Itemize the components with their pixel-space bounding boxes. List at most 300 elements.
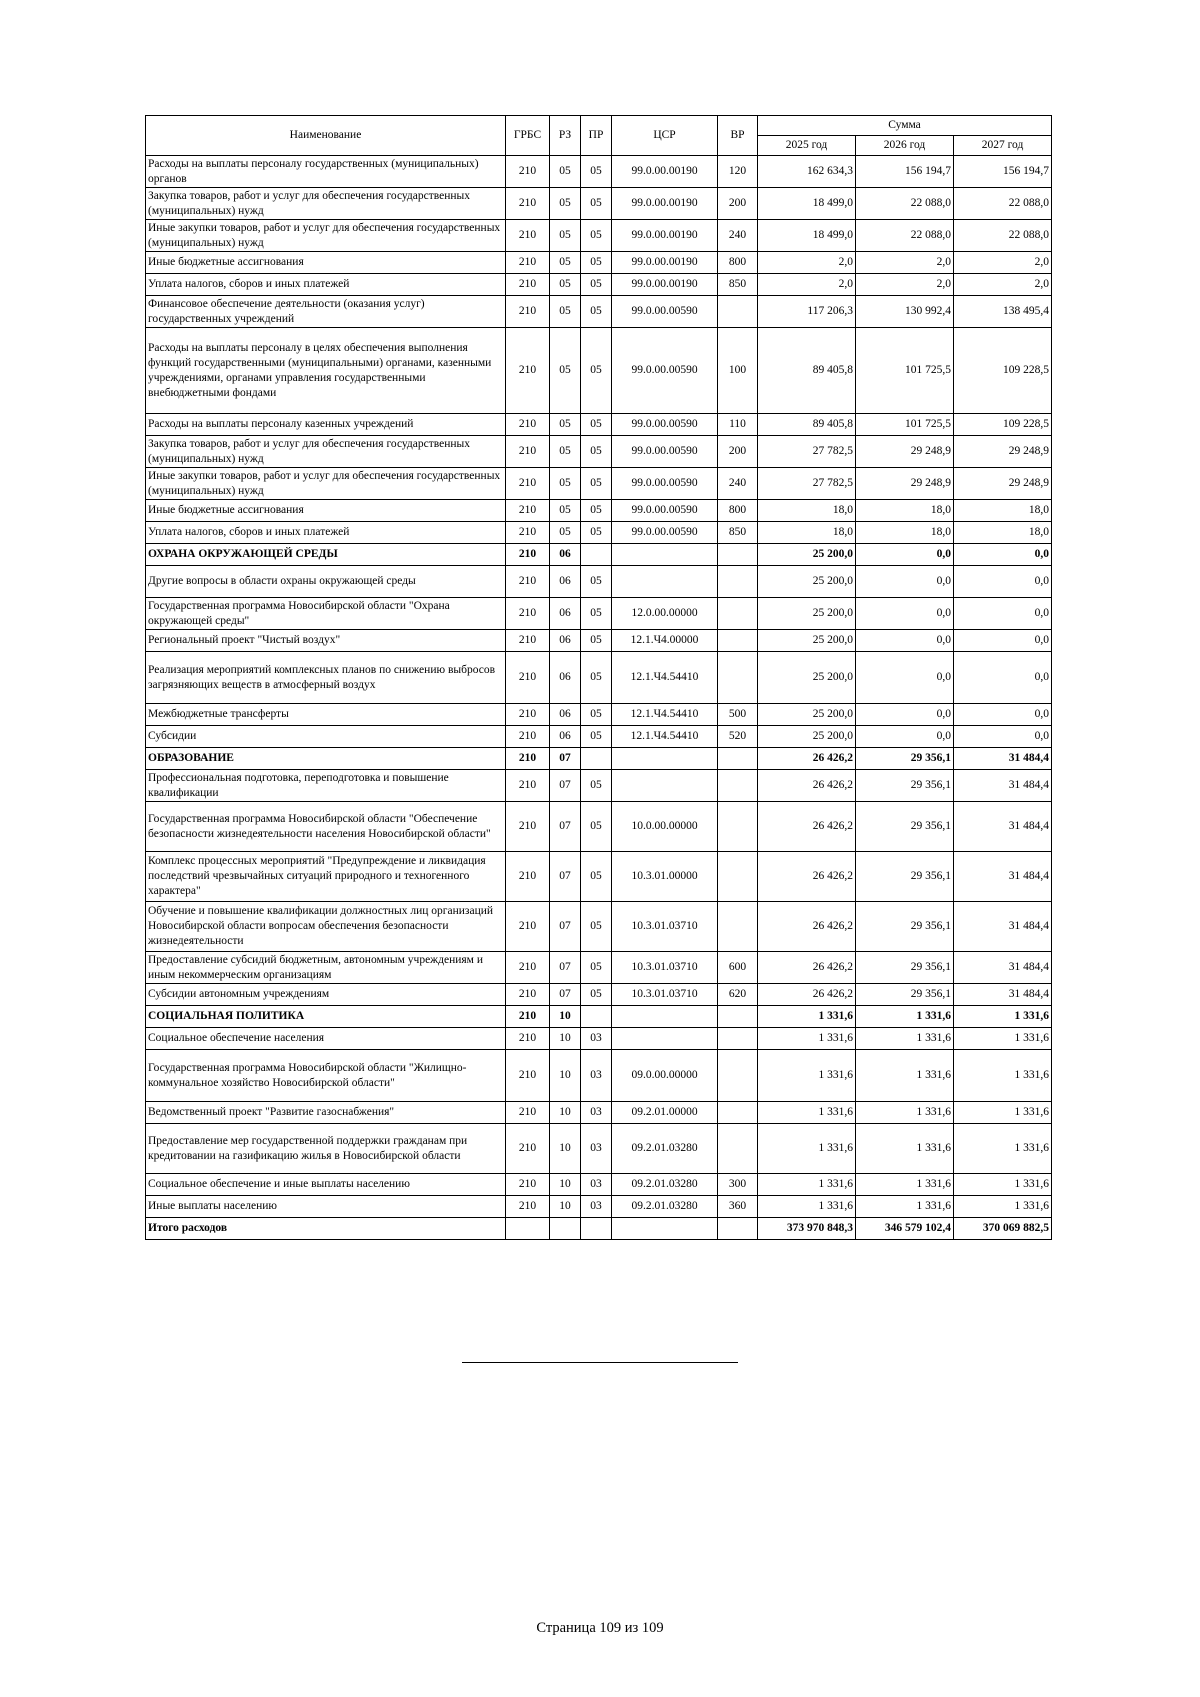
row-csr: 09.2.01.00000 xyxy=(612,1102,718,1124)
row-rz: 05 xyxy=(550,252,581,274)
row-rz: 06 xyxy=(550,704,581,726)
row-value-2026: 1 331,6 xyxy=(856,1102,954,1124)
row-value-2027: 31 484,4 xyxy=(954,984,1052,1006)
row-grbs: 210 xyxy=(506,984,550,1006)
total-2026: 346 579 102,4 xyxy=(856,1218,954,1240)
row-name: Государственная программа Новосибирской области "Охрана окружающей среды" xyxy=(146,598,506,630)
row-value-2025: 25 200,0 xyxy=(758,704,856,726)
row-value-2025: 26 426,2 xyxy=(758,984,856,1006)
table-header xyxy=(146,116,1052,156)
row-value-2027: 138 495,4 xyxy=(954,296,1052,328)
row-csr xyxy=(612,1028,718,1050)
row-pr: 05 xyxy=(581,220,612,252)
row-grbs: 210 xyxy=(506,952,550,984)
table-row xyxy=(146,984,1052,1006)
row-rz: 07 xyxy=(550,802,581,852)
header-csr: ЦСР xyxy=(612,116,718,156)
table-row xyxy=(146,436,1052,468)
row-grbs: 210 xyxy=(506,1050,550,1102)
row-csr: 99.0.00.00590 xyxy=(612,414,718,436)
row-value-2027: 22 088,0 xyxy=(954,188,1052,220)
row-value-2027: 1 331,6 xyxy=(954,1006,1052,1028)
row-pr xyxy=(581,748,612,770)
row-name: Социальное обеспечение и иные выплаты населению xyxy=(146,1174,506,1196)
row-pr: 05 xyxy=(581,468,612,500)
row-pr: 05 xyxy=(581,984,612,1006)
row-value-2027: 156 194,7 xyxy=(954,156,1052,188)
row-name: Закупка товаров, работ и услуг для обеспечения государственных (муниципальных) нужд xyxy=(146,436,506,468)
row-grbs: 210 xyxy=(506,852,550,902)
row-value-2025: 25 200,0 xyxy=(758,630,856,652)
table-row xyxy=(146,1196,1052,1218)
row-grbs: 210 xyxy=(506,156,550,188)
row-rz: 07 xyxy=(550,952,581,984)
row-rz: 10 xyxy=(550,1006,581,1028)
row-value-2027: 1 331,6 xyxy=(954,1174,1052,1196)
row-pr: 03 xyxy=(581,1124,612,1174)
budget-table xyxy=(145,115,1052,1240)
row-rz: 05 xyxy=(550,188,581,220)
row-value-2027: 1 331,6 xyxy=(954,1050,1052,1102)
row-grbs: 210 xyxy=(506,704,550,726)
row-value-2025: 27 782,5 xyxy=(758,468,856,500)
row-name: Иные бюджетные ассигнования xyxy=(146,500,506,522)
row-value-2026: 29 248,9 xyxy=(856,436,954,468)
row-value-2027: 2,0 xyxy=(954,252,1052,274)
table-row xyxy=(146,598,1052,630)
row-name: Иные закупки товаров, работ и услуг для обеспечения государственных (муниципальных) нужд xyxy=(146,468,506,500)
row-csr: 09.0.00.00000 xyxy=(612,1050,718,1102)
row-name: СОЦИАЛЬНАЯ ПОЛИТИКА xyxy=(146,1006,506,1028)
row-name: Региональный проект "Чистый воздух" xyxy=(146,630,506,652)
total-empty-cell xyxy=(506,1218,550,1240)
row-rz: 05 xyxy=(550,500,581,522)
row-vr: 620 xyxy=(718,984,758,1006)
row-grbs: 210 xyxy=(506,414,550,436)
row-value-2025: 25 200,0 xyxy=(758,566,856,598)
row-value-2025: 26 426,2 xyxy=(758,802,856,852)
row-pr xyxy=(581,1006,612,1028)
row-value-2025: 162 634,3 xyxy=(758,156,856,188)
row-value-2025: 18 499,0 xyxy=(758,188,856,220)
row-rz: 06 xyxy=(550,544,581,566)
row-value-2026: 1 331,6 xyxy=(856,1196,954,1218)
row-name: ОБРАЗОВАНИЕ xyxy=(146,748,506,770)
row-value-2027: 18,0 xyxy=(954,522,1052,544)
row-value-2026: 29 248,9 xyxy=(856,468,954,500)
row-value-2026: 0,0 xyxy=(856,566,954,598)
header-pr: ПР xyxy=(581,116,612,156)
row-value-2027: 29 248,9 xyxy=(954,468,1052,500)
row-pr: 05 xyxy=(581,566,612,598)
table-row xyxy=(146,1124,1052,1174)
row-value-2025: 26 426,2 xyxy=(758,748,856,770)
row-vr: 240 xyxy=(718,220,758,252)
row-vr xyxy=(718,1028,758,1050)
row-name: Иные выплаты населению xyxy=(146,1196,506,1218)
row-pr: 05 xyxy=(581,328,612,414)
row-pr xyxy=(581,544,612,566)
row-vr xyxy=(718,566,758,598)
row-vr xyxy=(718,770,758,802)
separator-line xyxy=(462,1362,738,1363)
table-row xyxy=(146,770,1052,802)
row-rz: 05 xyxy=(550,468,581,500)
table-row xyxy=(146,328,1052,414)
row-pr: 05 xyxy=(581,598,612,630)
table-row xyxy=(146,652,1052,704)
row-grbs: 210 xyxy=(506,770,550,802)
row-name: Уплата налогов, сборов и иных платежей xyxy=(146,274,506,296)
row-grbs: 210 xyxy=(506,1006,550,1028)
row-grbs: 210 xyxy=(506,652,550,704)
row-csr: 99.0.00.00590 xyxy=(612,328,718,414)
row-pr: 05 xyxy=(581,500,612,522)
row-pr: 05 xyxy=(581,188,612,220)
row-pr: 05 xyxy=(581,414,612,436)
row-pr: 05 xyxy=(581,902,612,952)
row-value-2027: 0,0 xyxy=(954,544,1052,566)
row-rz: 05 xyxy=(550,436,581,468)
row-value-2027: 0,0 xyxy=(954,726,1052,748)
row-value-2026: 29 356,1 xyxy=(856,748,954,770)
row-csr: 12.1.Ч4.54410 xyxy=(612,726,718,748)
row-csr: 99.0.00.00590 xyxy=(612,468,718,500)
row-value-2025: 89 405,8 xyxy=(758,328,856,414)
header-vr: ВР xyxy=(718,116,758,156)
row-pr: 05 xyxy=(581,802,612,852)
row-csr xyxy=(612,770,718,802)
row-vr: 850 xyxy=(718,274,758,296)
row-grbs: 210 xyxy=(506,748,550,770)
row-vr xyxy=(718,1102,758,1124)
table-row xyxy=(146,252,1052,274)
row-grbs: 210 xyxy=(506,598,550,630)
table-row xyxy=(146,566,1052,598)
row-vr: 360 xyxy=(718,1196,758,1218)
row-value-2026: 29 356,1 xyxy=(856,770,954,802)
row-value-2027: 109 228,5 xyxy=(954,328,1052,414)
row-rz: 10 xyxy=(550,1174,581,1196)
row-pr: 05 xyxy=(581,726,612,748)
row-value-2025: 1 331,6 xyxy=(758,1124,856,1174)
row-value-2025: 26 426,2 xyxy=(758,852,856,902)
row-pr: 05 xyxy=(581,436,612,468)
total-empty-cell xyxy=(550,1218,581,1240)
table-row xyxy=(146,852,1052,902)
row-csr: 09.2.01.03280 xyxy=(612,1124,718,1174)
row-name: Обучение и повышение квалификации должностных лиц организаций Новосибирской области вопросам обеспечения безопасности жизнедеятельности xyxy=(146,902,506,952)
row-csr: 12.1.Ч4.54410 xyxy=(612,704,718,726)
row-value-2025: 25 200,0 xyxy=(758,598,856,630)
row-value-2027: 31 484,4 xyxy=(954,802,1052,852)
row-value-2026: 29 356,1 xyxy=(856,952,954,984)
row-value-2027: 0,0 xyxy=(954,630,1052,652)
table-row xyxy=(146,274,1052,296)
row-name: Профессиональная подготовка, переподготовка и повышение квалификации xyxy=(146,770,506,802)
table-row xyxy=(146,500,1052,522)
table-row xyxy=(146,156,1052,188)
row-vr: 520 xyxy=(718,726,758,748)
row-csr: 12.1.Ч4.00000 xyxy=(612,630,718,652)
row-value-2026: 0,0 xyxy=(856,704,954,726)
row-rz: 10 xyxy=(550,1196,581,1218)
row-vr xyxy=(718,1050,758,1102)
row-value-2025: 89 405,8 xyxy=(758,414,856,436)
row-grbs: 210 xyxy=(506,500,550,522)
row-name: Государственная программа Новосибирской области "Жилищно-коммунальное хозяйство Новосибирской области" xyxy=(146,1050,506,1102)
table-row xyxy=(146,1050,1052,1102)
row-value-2026: 2,0 xyxy=(856,274,954,296)
row-value-2027: 0,0 xyxy=(954,566,1052,598)
row-value-2027: 18,0 xyxy=(954,500,1052,522)
row-vr: 120 xyxy=(718,156,758,188)
row-vr: 240 xyxy=(718,468,758,500)
row-grbs: 210 xyxy=(506,188,550,220)
row-value-2025: 1 331,6 xyxy=(758,1006,856,1028)
row-value-2027: 29 248,9 xyxy=(954,436,1052,468)
table-row xyxy=(146,1174,1052,1196)
row-value-2026: 101 725,5 xyxy=(856,328,954,414)
row-csr: 10.3.01.03710 xyxy=(612,984,718,1006)
table-row xyxy=(146,952,1052,984)
row-value-2027: 31 484,4 xyxy=(954,770,1052,802)
row-rz: 05 xyxy=(550,522,581,544)
row-name: Предоставление мер государственной поддержки гражданам при кредитовании на газификацию жилья в Новосибирской области xyxy=(146,1124,506,1174)
row-value-2025: 27 782,5 xyxy=(758,436,856,468)
row-csr: 99.0.00.00590 xyxy=(612,296,718,328)
row-rz: 10 xyxy=(550,1102,581,1124)
row-value-2025: 1 331,6 xyxy=(758,1102,856,1124)
row-value-2025: 26 426,2 xyxy=(758,770,856,802)
row-csr: 09.2.01.03280 xyxy=(612,1174,718,1196)
row-vr xyxy=(718,902,758,952)
row-value-2026: 1 331,6 xyxy=(856,1124,954,1174)
row-rz: 06 xyxy=(550,726,581,748)
row-value-2026: 130 992,4 xyxy=(856,296,954,328)
total-2025: 373 970 848,3 xyxy=(758,1218,856,1240)
row-value-2026: 18,0 xyxy=(856,522,954,544)
row-grbs: 210 xyxy=(506,726,550,748)
header-name: Наименование xyxy=(146,116,506,156)
header-year-2025: 2025 год xyxy=(758,136,856,156)
row-grbs: 210 xyxy=(506,544,550,566)
row-csr: 99.0.00.00590 xyxy=(612,522,718,544)
row-csr: 99.0.00.00190 xyxy=(612,252,718,274)
row-vr xyxy=(718,852,758,902)
row-pr: 03 xyxy=(581,1196,612,1218)
table-row xyxy=(146,522,1052,544)
row-name: Расходы на выплаты персоналу государственных (муниципальных) органов xyxy=(146,156,506,188)
row-rz: 05 xyxy=(550,274,581,296)
table-row xyxy=(146,630,1052,652)
row-vr: 850 xyxy=(718,522,758,544)
row-value-2025: 26 426,2 xyxy=(758,952,856,984)
section-row xyxy=(146,748,1052,770)
total-empty-cell xyxy=(612,1218,718,1240)
row-grbs: 210 xyxy=(506,252,550,274)
section-row xyxy=(146,544,1052,566)
row-vr: 500 xyxy=(718,704,758,726)
row-vr xyxy=(718,630,758,652)
row-value-2026: 0,0 xyxy=(856,544,954,566)
row-value-2026: 156 194,7 xyxy=(856,156,954,188)
row-vr xyxy=(718,296,758,328)
row-name: Ведомственный проект "Развитие газоснабжения" xyxy=(146,1102,506,1124)
row-vr xyxy=(718,748,758,770)
row-grbs: 210 xyxy=(506,274,550,296)
row-pr: 03 xyxy=(581,1028,612,1050)
row-csr: 09.2.01.03280 xyxy=(612,1196,718,1218)
row-value-2026: 2,0 xyxy=(856,252,954,274)
row-value-2025: 2,0 xyxy=(758,252,856,274)
row-name: Предоставление субсидий бюджетным, автономным учреждениям и иным некоммерческим организациям xyxy=(146,952,506,984)
row-csr xyxy=(612,1006,718,1028)
row-value-2025: 1 331,6 xyxy=(758,1028,856,1050)
row-value-2025: 26 426,2 xyxy=(758,902,856,952)
row-csr xyxy=(612,566,718,598)
row-rz: 10 xyxy=(550,1124,581,1174)
row-rz: 10 xyxy=(550,1050,581,1102)
row-value-2027: 31 484,4 xyxy=(954,852,1052,902)
row-name: Расходы на выплаты персоналу в целях обеспечения выполнения функций государственными (муниципальными) органами, казенными учреждениями, органами управления государственными внебюджетными фондами xyxy=(146,328,506,414)
row-value-2025: 2,0 xyxy=(758,274,856,296)
table-row xyxy=(146,468,1052,500)
row-value-2025: 117 206,3 xyxy=(758,296,856,328)
row-value-2026: 1 331,6 xyxy=(856,1174,954,1196)
row-value-2027: 2,0 xyxy=(954,274,1052,296)
table-row xyxy=(146,726,1052,748)
row-pr: 03 xyxy=(581,1102,612,1124)
row-value-2027: 0,0 xyxy=(954,652,1052,704)
row-value-2027: 31 484,4 xyxy=(954,952,1052,984)
row-value-2026: 0,0 xyxy=(856,726,954,748)
row-grbs: 210 xyxy=(506,902,550,952)
row-value-2027: 1 331,6 xyxy=(954,1196,1052,1218)
row-csr: 12.1.Ч4.54410 xyxy=(612,652,718,704)
row-pr: 05 xyxy=(581,156,612,188)
row-value-2026: 1 331,6 xyxy=(856,1050,954,1102)
row-value-2025: 1 331,6 xyxy=(758,1196,856,1218)
row-name: Субсидии автономным учреждениям xyxy=(146,984,506,1006)
row-value-2025: 1 331,6 xyxy=(758,1050,856,1102)
row-value-2026: 0,0 xyxy=(856,630,954,652)
row-rz: 06 xyxy=(550,566,581,598)
row-rz: 05 xyxy=(550,414,581,436)
row-grbs: 210 xyxy=(506,1028,550,1050)
row-value-2026: 18,0 xyxy=(856,500,954,522)
table-row xyxy=(146,188,1052,220)
table-row xyxy=(146,802,1052,852)
total-2027: 370 069 882,5 xyxy=(954,1218,1052,1240)
row-vr xyxy=(718,652,758,704)
row-rz: 06 xyxy=(550,598,581,630)
row-pr: 05 xyxy=(581,252,612,274)
row-rz: 05 xyxy=(550,328,581,414)
row-csr: 99.0.00.00190 xyxy=(612,156,718,188)
row-grbs: 210 xyxy=(506,1102,550,1124)
row-grbs: 210 xyxy=(506,1174,550,1196)
row-name: Субсидии xyxy=(146,726,506,748)
row-name: Другие вопросы в области охраны окружающей среды xyxy=(146,566,506,598)
row-pr: 05 xyxy=(581,704,612,726)
table-body xyxy=(146,156,1052,1218)
row-value-2026: 0,0 xyxy=(856,598,954,630)
row-name: Закупка товаров, работ и услуг для обеспечения государственных (муниципальных) нужд xyxy=(146,188,506,220)
row-pr: 05 xyxy=(581,522,612,544)
table-row xyxy=(146,296,1052,328)
row-pr: 05 xyxy=(581,296,612,328)
row-grbs: 210 xyxy=(506,468,550,500)
row-rz: 07 xyxy=(550,984,581,1006)
row-name: ОХРАНА ОКРУЖАЮЩЕЙ СРЕДЫ xyxy=(146,544,506,566)
row-csr: 99.0.00.00190 xyxy=(612,188,718,220)
row-name: Уплата налогов, сборов и иных платежей xyxy=(146,522,506,544)
table-row xyxy=(146,902,1052,952)
row-name: Иные закупки товаров, работ и услуг для обеспечения государственных (муниципальных) нужд xyxy=(146,220,506,252)
row-pr: 05 xyxy=(581,952,612,984)
row-grbs: 210 xyxy=(506,436,550,468)
header-sum: Сумма xyxy=(758,116,1052,136)
row-value-2025: 18,0 xyxy=(758,500,856,522)
row-value-2025: 18 499,0 xyxy=(758,220,856,252)
row-vr: 600 xyxy=(718,952,758,984)
row-name: Комплекс процессных мероприятий "Предупреждение и ликвидация последствий чрезвычайных ситуаций природного и техногенного характера" xyxy=(146,852,506,902)
row-value-2027: 1 331,6 xyxy=(954,1124,1052,1174)
row-grbs: 210 xyxy=(506,328,550,414)
row-pr: 05 xyxy=(581,852,612,902)
row-csr: 10.3.01.00000 xyxy=(612,852,718,902)
row-value-2025: 25 200,0 xyxy=(758,652,856,704)
row-rz: 07 xyxy=(550,748,581,770)
row-grbs: 210 xyxy=(506,1196,550,1218)
row-pr: 05 xyxy=(581,770,612,802)
row-csr: 99.0.00.00590 xyxy=(612,500,718,522)
row-name: Межбюджетные трансферты xyxy=(146,704,506,726)
row-value-2026: 1 331,6 xyxy=(856,1006,954,1028)
row-value-2026: 101 725,5 xyxy=(856,414,954,436)
row-value-2025: 1 331,6 xyxy=(758,1174,856,1196)
section-row xyxy=(146,1006,1052,1028)
row-rz: 05 xyxy=(550,220,581,252)
table-row xyxy=(146,1102,1052,1124)
header-year-2027: 2027 год xyxy=(954,136,1052,156)
row-csr: 10.3.01.03710 xyxy=(612,952,718,984)
row-value-2026: 0,0 xyxy=(856,652,954,704)
row-pr: 03 xyxy=(581,1174,612,1196)
row-grbs: 210 xyxy=(506,220,550,252)
row-csr xyxy=(612,748,718,770)
row-value-2026: 29 356,1 xyxy=(856,852,954,902)
row-value-2026: 22 088,0 xyxy=(856,188,954,220)
row-vr: 800 xyxy=(718,500,758,522)
header-rz: РЗ xyxy=(550,116,581,156)
row-name: Финансовое обеспечение деятельности (оказания услуг) государственных учреждений xyxy=(146,296,506,328)
row-name: Иные бюджетные ассигнования xyxy=(146,252,506,274)
row-name: Социальное обеспечение населения xyxy=(146,1028,506,1050)
row-rz: 06 xyxy=(550,630,581,652)
row-rz: 10 xyxy=(550,1028,581,1050)
row-pr: 05 xyxy=(581,274,612,296)
row-csr: 99.0.00.00190 xyxy=(612,220,718,252)
row-value-2027: 31 484,4 xyxy=(954,902,1052,952)
row-value-2026: 29 356,1 xyxy=(856,902,954,952)
row-value-2027: 31 484,4 xyxy=(954,748,1052,770)
row-csr xyxy=(612,544,718,566)
row-vr xyxy=(718,544,758,566)
row-grbs: 210 xyxy=(506,522,550,544)
header-year-2026: 2026 год xyxy=(856,136,954,156)
